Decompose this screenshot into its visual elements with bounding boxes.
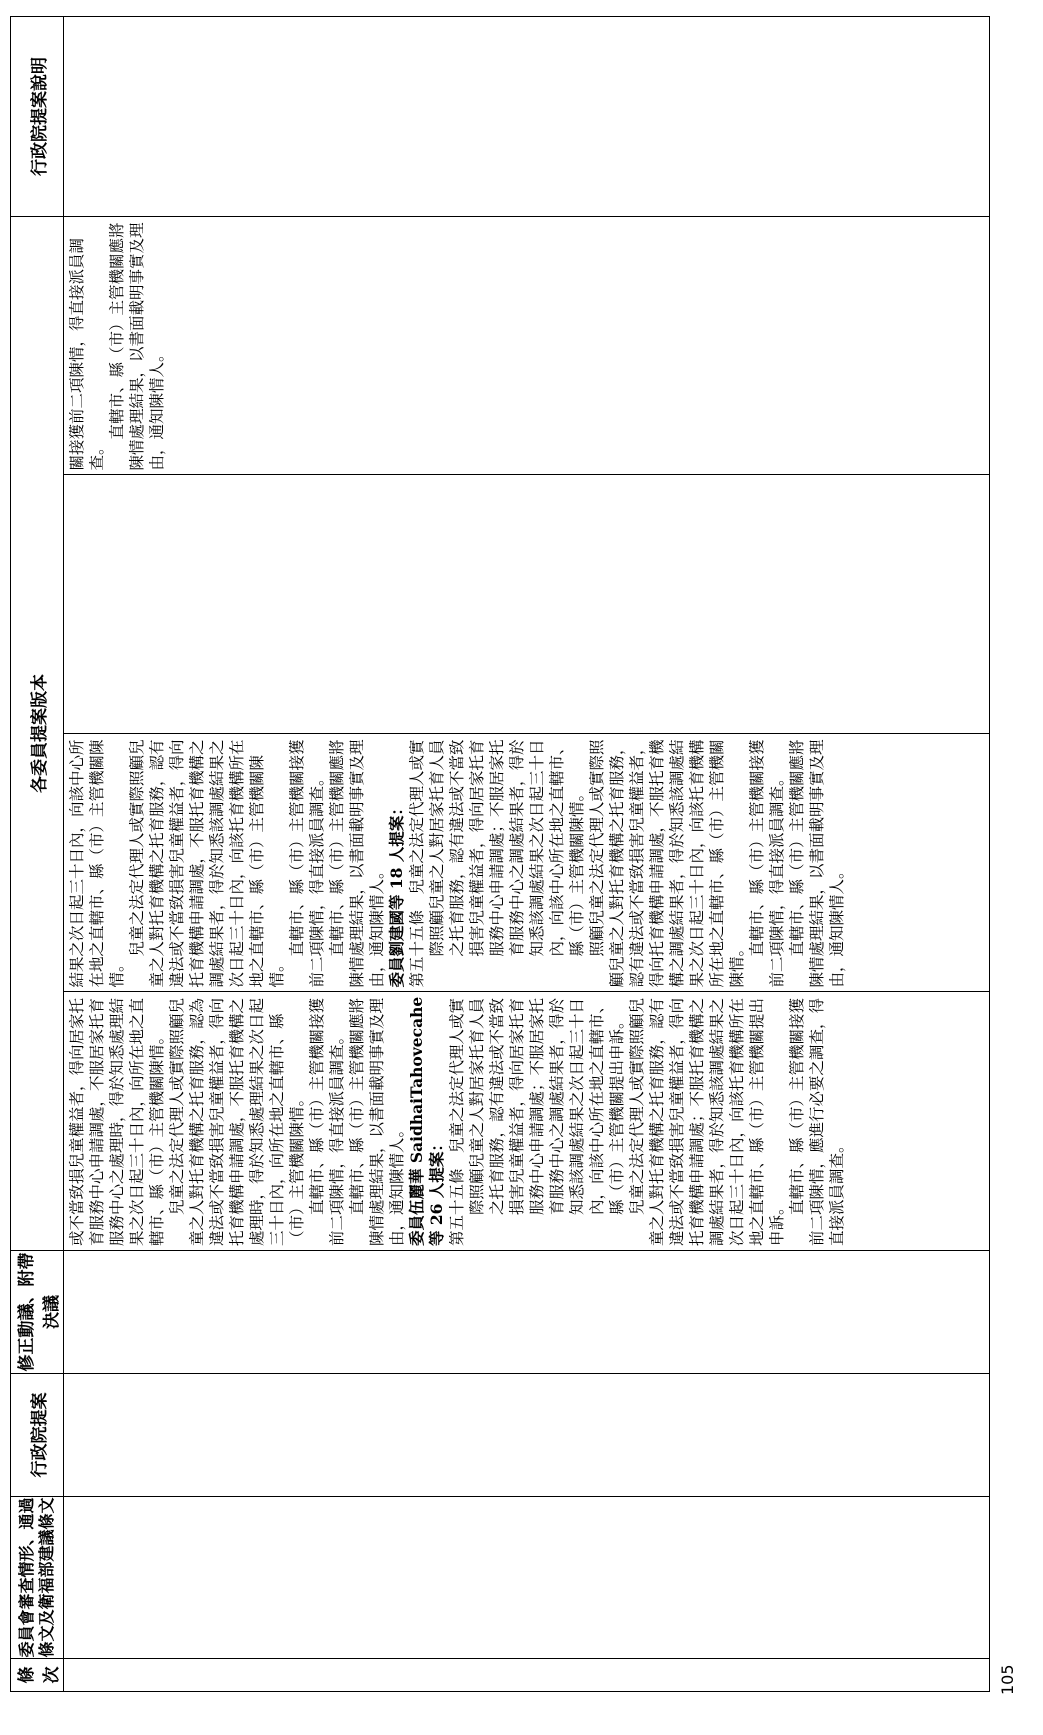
member-proposal-column-4 [64, 217, 989, 476]
header-amendment-motion: 修正動議、附帶決議 [11, 1251, 64, 1374]
executive-proposal-cell [64, 1374, 990, 1497]
proposal-paragraph: 直轄市、縣（市）主管機關接獲前二項陳情，得直接派員調查。 [308, 997, 346, 1246]
proposal-paragraph: 直轄市、縣（市）主管機關應將陳情處理結果，以書面載明事實及理由，通知陳情人。 [328, 739, 386, 988]
proposal-paragraph: 第五十五條 兒童之法定代理人或實際照顧兒童之人對居家托育人員之托育服務，認有違法或不當致損害兒童權益者，得向居家托育服務中心申請調處；不服居家托育服務中心之調處結果者，得於知悉該調處結果之次日起三十日內，向該中心所在地之直轄市、縣（市）主管機關提出申訴。 [448, 997, 626, 1246]
executive-explanation-cell [64, 17, 990, 217]
proposal-paragraph: 直轄市、縣（市）主管機關應將陳情處理結果，以書面載明事實及理由，通知陳情人。 [348, 997, 406, 1246]
proposal-paragraph: 兒童之法定代理人或實際照顧兒童之人對托育機構之托育服務，認有違法或不當致損害兒童權益者，得向托育機構申請調處，不服托育機構之調處結果者，得於知悉該調處結果之次日起三十日內，向該托育機構所在地之直轄市、縣（市）主管機關陳情。 [128, 739, 286, 988]
proposal-paragraph: 第五十五條 兒童之法定代理人或實際照顧兒童之人對居家托育人員之托育服務，認有違法或不當致損害兒童權益者，得向居家托育服務中心申請調處；不服居家托育服務中心之調處結果者，得於知悉該調處結果之次日起三十日內，向該中心所在地之直轄市、縣（市）主管機關陳情。 [408, 739, 586, 988]
proposal-paragraph: 兒童之法定代理人或實際照顧兒童之人對托育機構之托育服務，認有違法或不當致損害兒童權益者，得向托育機構申請調處；不服托育機構之調處結果者，得於知悉該調處結果之次日起三十日內，向該托育機構所在地之直轄市、縣（市）主管機關提出申訴。 [628, 997, 786, 1246]
header-article-no: 條次 [11, 1659, 64, 1692]
proposer-heading: 委員劉建國等 18 人提案： [387, 800, 406, 988]
body-row [64, 17, 990, 1692]
proposal-paragraph: 關接獲前二項陳情，得直接派員調查。 [68, 237, 106, 471]
header-committee-review: 委員會審查情形、通過條文及衛福部建議條文 [11, 1497, 64, 1659]
member-proposal-column-1 [64, 993, 989, 1251]
member-proposal-column-2 [64, 734, 989, 993]
header-executive-proposal: 行政院提案 [11, 1374, 64, 1497]
proposal-paragraph: 結果之次日起三十日內，向該中心所在地之直轄市、縣（市）主管機關陳情。 [68, 739, 126, 988]
page-number: 105 [998, 1664, 1017, 1695]
proposer-heading: 委員伍麗華 SaidhaiTahovecahe 等 26 人提案： [407, 996, 446, 1246]
member-proposals-cell [64, 217, 990, 1251]
proposal-paragraph: 直轄市、縣（市）主管機關接獲前二項陳情，應進行必要之調查，得直接派員調查。 [788, 997, 846, 1246]
header-row [11, 17, 64, 1692]
header-member-proposals: 各委員提案版本 [11, 217, 64, 1251]
amendment-motion-cell [64, 1251, 990, 1374]
proposal-paragraph: 直轄市、縣（市）主管機關接獲前二項陳情，得直接派員調查。 [748, 739, 786, 988]
article-no-cell [64, 1659, 990, 1692]
proposal-paragraph: 直轄市、縣（市）主管機關應將陳情處理結果，以書面載明事實及理由，通知陳情人。 [788, 739, 846, 988]
member-proposal-column-3 [64, 476, 989, 735]
header-executive-explanation: 行政院提案說明 [11, 17, 64, 217]
comparison-table [10, 16, 990, 1692]
proposal-paragraph: 直轄市、縣（市）主管機關應將陳情處理結果，以書面載明事實及理由，通知陳情人。 [108, 222, 166, 471]
proposal-paragraph: 兒童之法定代理人或實際照顧兒童之人對托育機構之托育服務，認為違法或不當致損害兒童權益者，得向托育機構申請調處，不服托育機構之處理時，得於知悉處理結果之次日起三十日內，向所在地之直轄市、縣（市）主管機關陳情。 [168, 997, 306, 1246]
committee-review-cell [64, 1497, 990, 1659]
proposal-paragraph: 直轄市、縣（市）主管機關接獲前二項陳情，得直接派員調查。 [288, 739, 326, 988]
proposal-paragraph: 照顧兒童之法定代理人或實際照顧兒童之人對托育機構之托育服務，認有違法或不當致損害兒童權益者，得向托育機構申請調處，不服托育機構之調處結果者，得於知悉該調處結果之次日起三十日內，向該托育機構所在地之直轄市、縣（市）主管機關陳情。 [588, 739, 746, 988]
proposal-paragraph: 或不當致損兒童權益者，得向居家托育服務中心申請調處，不服居家托育服務中心之處理時，得於知悉處理結果之次日起三十日內，向所在地之直轄市、縣（市）主管機關陳情。 [68, 997, 166, 1246]
